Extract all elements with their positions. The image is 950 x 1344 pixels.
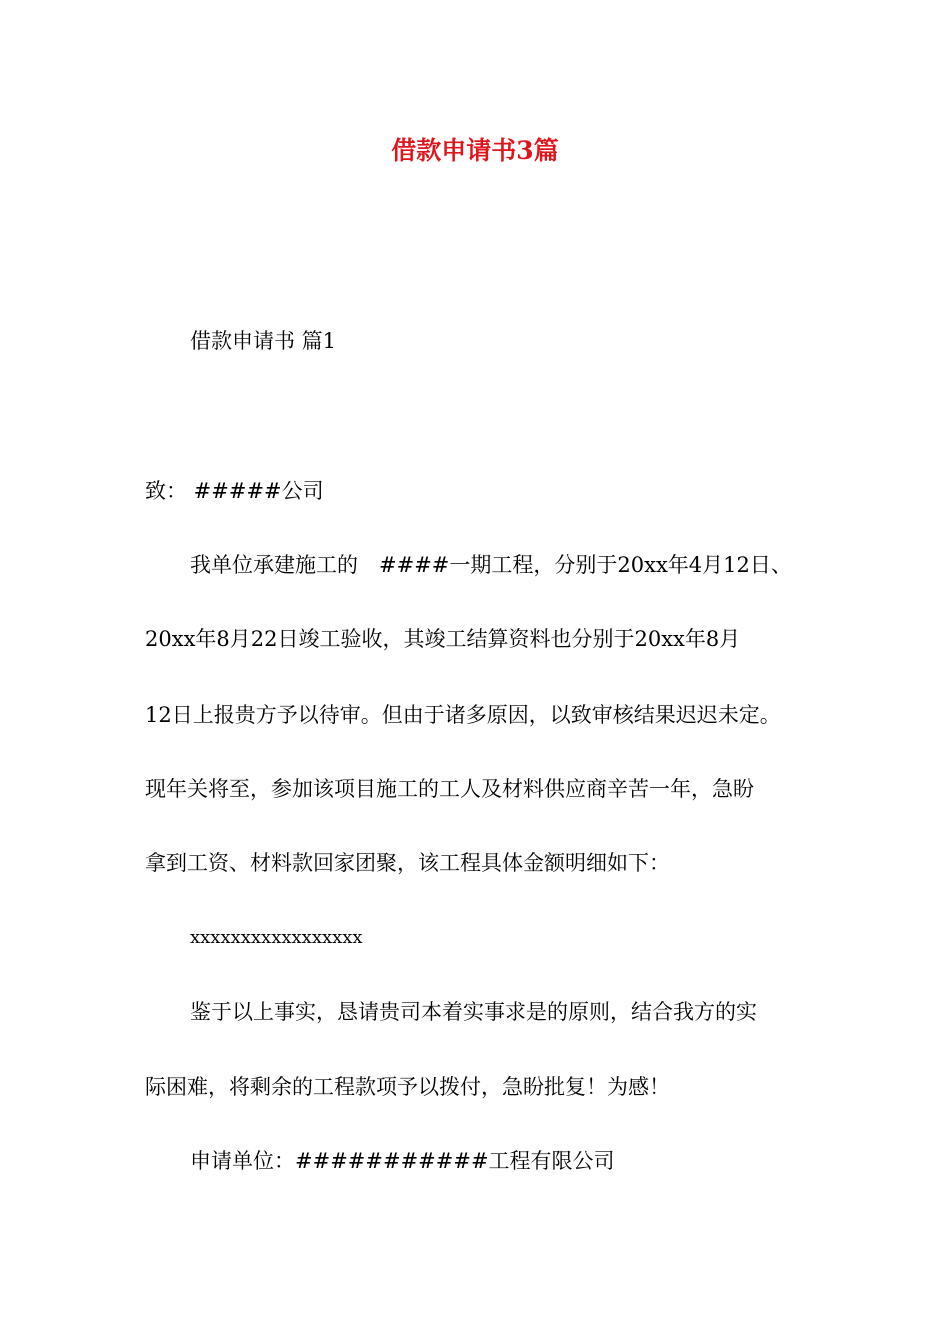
recipient-line: 致： #####公司 [145,479,324,503]
body-line: 12日上报贵方予以待审。但由于诸多原因，以致审核结果迟迟未定。 [145,703,781,727]
document-title: 借款申请书3篇 [391,136,559,165]
section-heading: 借款申请书 篇1 [190,329,337,353]
body-line: 拿到工资、材料款回家团聚，该工程具体金额明细如下： [145,851,670,875]
body-line: 鉴于以上事实，恳请贵司本着实事求是的原则，结合我方的实 [190,1000,757,1024]
amount-detail-line: xxxxxxxxxxxxxxxxx [190,927,363,948]
body-line: 现年关将至，参加该项目施工的工人及材料供应商辛苦一年，急盼 [145,777,754,801]
body-line: 我单位承建施工的 ####一期工程，分别于20xx年4月12日、 [190,553,792,577]
body-line: 际困难，将剩余的工程款项予以拨付，急盼批复！为感！ [145,1075,670,1099]
applicant-line: 申请单位：###########工程有限公司 [190,1149,615,1173]
body-line: 20xx年8月22日竣工验收，其竣工结算资料也分别于20xx年8月 [145,627,741,651]
